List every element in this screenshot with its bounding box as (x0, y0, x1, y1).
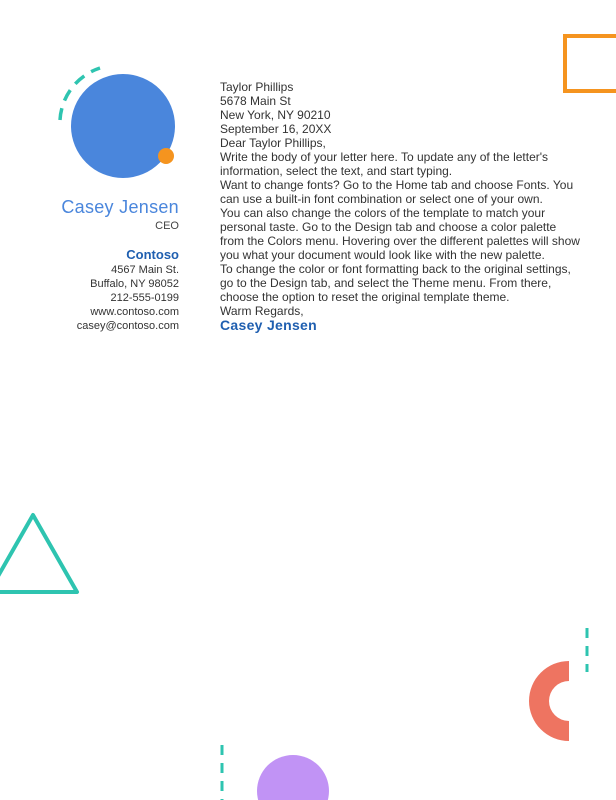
letter-paragraph-3[interactable]: You can also change the colors of the template to match your personal taste. Go to the Design tab and choose a color palette from the Colors menu. Hovering over the different palettes will show you what your document would look like with the new palette. (220, 206, 580, 262)
recipient-street[interactable]: 5678 Main St (220, 94, 291, 108)
letter-signature[interactable]: Casey Jensen (220, 317, 317, 333)
company-city[interactable]: Buffalo, NY 98052 (90, 278, 179, 290)
recipient-city[interactable]: New York, NY 90210 (220, 108, 331, 122)
letter-date[interactable]: September 16, 20XX (220, 122, 332, 136)
letter-content (220, 80, 580, 332)
letter-paragraph-4[interactable]: To change the color or font formatting back to the original settings, go to the Design tab, and select the Theme menu. From there, choose the option to reset the original template theme. (220, 262, 571, 304)
letter-paragraph-1[interactable]: Write the body of your letter here. To update any of the letter's information, select the text, and start typing. (220, 150, 549, 178)
orange-dot-shape (158, 148, 174, 164)
letter-paragraph-2[interactable]: Want to change fonts? Go to the Home tab and choose Fonts. You can use a built-in font combination or select one of your own. (220, 178, 574, 206)
blue-circle-shape (71, 74, 175, 178)
letter-closing[interactable]: Warm Regards, (220, 304, 304, 318)
coral-half-ring-shape (529, 661, 569, 741)
company-email[interactable]: casey@contoso.com (76, 320, 179, 332)
sender-role[interactable]: CEO (155, 220, 179, 232)
recipient-name[interactable]: Taylor Phillips (220, 80, 294, 94)
sender-name[interactable]: Casey Jensen (61, 197, 179, 217)
company-website[interactable]: www.contoso.com (90, 306, 179, 318)
teal-triangle-shape (0, 515, 77, 592)
letter-greeting[interactable]: Dear Taylor Phillips, (220, 136, 326, 150)
purple-circle-shape (257, 755, 329, 800)
company-name[interactable]: Contoso (126, 247, 179, 262)
recipient-address (220, 80, 580, 122)
company-street[interactable]: 4567 Main St. (111, 264, 179, 276)
sender-info-sidebar (40, 196, 179, 333)
company-phone[interactable]: 212-555-0199 (110, 292, 179, 304)
